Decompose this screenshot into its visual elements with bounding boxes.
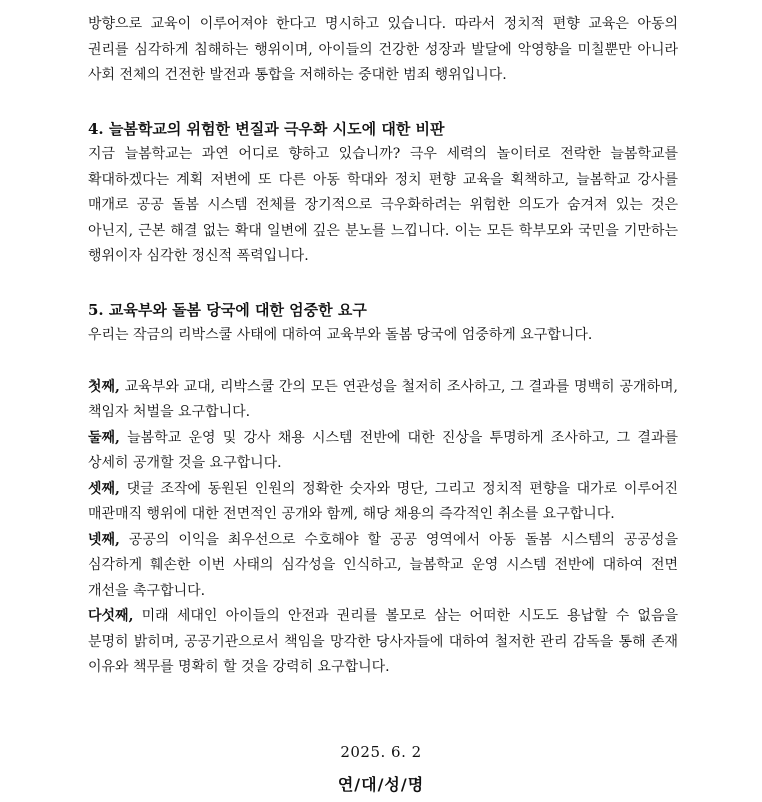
demand-text: 공공의 이익을 최우선으로 수호해야 할 공공 영역에서 아동 돌봄 시스템의 공공성을 심각하게 훼손한 이번 사태의 심각성을 인식하고, 늘봄학교 운영 시스템 전반에 대하여 전면 개선을 촉구합니다.	[88, 531, 678, 599]
section-5-intro: 우리는 작금의 리박스쿨 사태에 대하여 교육부와 돌봄 당국에 엄중하게 요구합니다.	[88, 327, 593, 343]
section-spacer	[88, 89, 678, 117]
intro-paragraph: 방향으로 교육이 이루어져야 한다고 명시하고 있습니다. 따라서 정치적 편향 교육은 아동의 권리를 심각하게 침해하는 행위이며, 아이들의 건강한 성장과 발달에 악영향을 미칠뿐만 아니라 사회 전체의 건전한 발전과 통합을 저해하는 중대한 범죄 행위입니다.	[88, 16, 678, 83]
demand-label: 넷째,	[88, 531, 120, 548]
demand-label: 셋째,	[88, 480, 120, 497]
demand-label: 다섯째,	[88, 608, 134, 624]
list-spacer	[88, 349, 678, 375]
demand-text: 미래 세대인 아이들의 안전과 권리를 볼모로 삼는 어떠한 시도도 용납할 수 없음을 분명히 밝히며, 공공기관으로서 책임을 망각한 당사자들에 대하여 철저한 관리 감독을 통해 존재 이유와 책무를 명확히 할 것을 강력히 요구합니다.	[88, 608, 678, 675]
demand-item-1	[88, 375, 678, 426]
demand-item-3	[88, 477, 678, 528]
statement-signature: 연/대/성/명	[337, 775, 425, 794]
section-4-body: 지금 늘봄학교는 과연 어디로 향하고 있습니까? 극우 세력의 놀이터로 전락한 늘봄학교를 확대하겠다는 계획 저변에 또 다른 아동 학대와 정치 편향 교육을 획책하고, 늘봄학교 강사를 매개로 공공 돌봄 시스템 전체를 장기적으로 극우화하려는 위험한 의도가 숨겨져 있는 것은 아닌지, 근본 해결 없는 확대 일변에 깊은 분노를 느낍니다. 이는 모든 학부모와 국민을 기만하는 행위이자 심각한 정신적 폭력입니다.	[88, 146, 678, 264]
demand-text: 교육부와 교대, 리박스쿨 간의 모든 연관성을 철저히 조사하고, 그 결과를 명백히 공개하며, 책임자 처벌을 요구합니다.	[88, 378, 678, 420]
demand-item-4	[88, 528, 678, 605]
section-spacer	[88, 270, 678, 298]
demand-label: 첫째,	[88, 378, 120, 395]
demand-item-2	[88, 426, 678, 477]
demand-item-5	[88, 604, 678, 681]
section-5-heading: 5. 교육부와 돌봄 당국에 대한 엄중한 요구	[88, 300, 367, 319]
section-4-heading: 4. 늘봄학교의 위험한 변질과 극우화 시도에 대한 비판	[88, 119, 445, 138]
demand-label: 둘째,	[88, 429, 120, 446]
demand-text: 늘봄학교 운영 및 강사 채용 시스템 전반에 대한 진상을 투명하게 조사하고, 그 결과를 상세히 공개할 것을 요구합니다.	[88, 429, 678, 471]
statement-date: 2025. 6. 2	[340, 743, 422, 761]
demand-text: 댓글 조작에 동원된 인원의 정확한 숫자와 명단, 그리고 정치적 편향을 대가로 이루어진 매관매직 행위에 대한 전면적인 공개와 함께, 해당 채용의 즉각적인 취소를 요구합니다.	[88, 480, 678, 522]
